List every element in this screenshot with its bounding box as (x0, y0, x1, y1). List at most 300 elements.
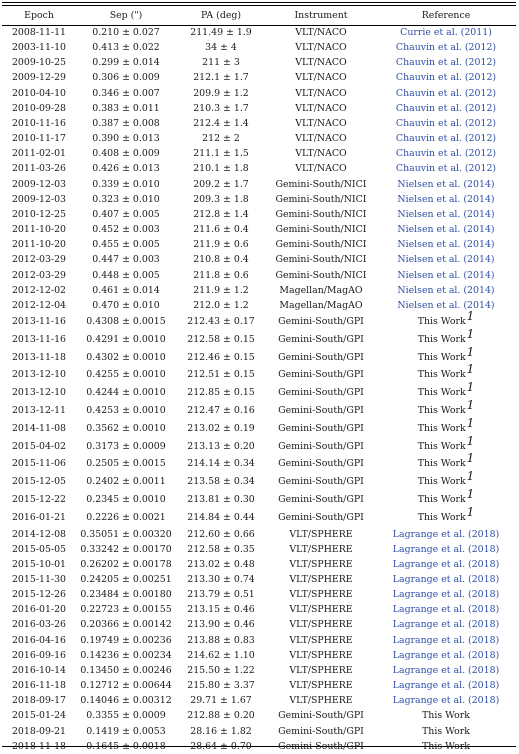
reference-link[interactable] (376, 40, 516, 55)
reference-label: Lagrange et al. (2018) (392, 528, 500, 540)
epoch-cell: 2014-11-08 (11, 422, 67, 434)
reference-link[interactable] (376, 252, 516, 267)
position-angle-cell: 211.9 ± 1.2 (193, 284, 249, 296)
epoch-cell: 2012-03-29 (11, 254, 67, 266)
position-angle-cell: 212.43 ± 0.17 (187, 315, 255, 327)
separation-cell: 0.2345 ± 0.0010 (86, 493, 166, 505)
reference-label: Nielsen et al. (2014) (397, 224, 495, 236)
separation-cell: 0.4291 ± 0.0010 (86, 333, 166, 345)
instrument-cell: Gemini-South/NICI (275, 254, 367, 266)
instrument-cell: Gemini-South/GPI (278, 725, 364, 737)
table-row (2, 455, 516, 473)
instrument-cell: VLT/SPHERE (289, 634, 353, 646)
instrument-cell: Magellan/MagAO (279, 299, 363, 311)
instrument-cell: Gemini-South/GPI (278, 493, 364, 505)
astrometry-table (2, 6, 516, 754)
position-angle-cell: 214.84 ± 0.44 (187, 511, 255, 523)
separation-cell: 0.22723 ± 0.00155 (80, 604, 172, 616)
epoch-cell: 2013-11-16 (11, 333, 67, 345)
reference-label: Lagrange et al. (2018) (392, 649, 500, 661)
reference-label: This Work (417, 351, 466, 363)
reference-label: This Work (422, 710, 470, 722)
reference-cell (376, 380, 516, 402)
reference-cell (376, 433, 516, 456)
reference-label: Nielsen et al. (2014) (397, 193, 495, 205)
position-angle-cell: 34 ± 4 (205, 42, 237, 54)
position-angle-cell: 213.58 ± 0.34 (187, 476, 255, 488)
reference-label: Nielsen et al. (2014) (397, 284, 495, 296)
separation-cell: 0.23484 ± 0.00180 (80, 589, 172, 601)
position-angle-cell: 212.88 ± 0.20 (187, 710, 255, 722)
reference-cell (376, 326, 516, 349)
table-row (2, 648, 516, 663)
reference-label: Lagrange et al. (2018) (392, 558, 500, 570)
table-row (2, 25, 516, 40)
position-angle-cell: 209.2 ± 1.7 (193, 178, 249, 190)
epoch-cell: 2010-04-10 (11, 87, 67, 99)
position-angle-cell: 211.6 ± 0.4 (193, 224, 249, 236)
epoch-cell: 2013-11-16 (11, 315, 67, 327)
reference-cell (376, 362, 516, 384)
position-angle-cell: 213.13 ± 0.20 (187, 440, 255, 452)
reference-label: Currie et al. (2011) (400, 27, 492, 38)
epoch-cell: 2009-12-29 (11, 72, 67, 84)
reference-label: Nielsen et al. (2014) (397, 178, 495, 190)
reference-label: Lagrange et al. (2018) (392, 574, 500, 585)
separation-cell: 0.4244 ± 0.0010 (86, 387, 166, 399)
instrument-cell: VLT/SPHERE (289, 574, 353, 585)
table-row (2, 384, 516, 402)
reference-label: Nielsen et al. (2014) (397, 269, 495, 281)
epoch-cell: 2009-12-03 (11, 193, 67, 205)
epoch-cell: 2015-04-02 (11, 440, 67, 452)
table-row (2, 331, 516, 349)
epoch-cell: 2014-12-08 (11, 528, 67, 540)
reference-label: Nielsen et al. (2014) (397, 239, 495, 251)
position-angle-cell: 209.3 ± 1.8 (193, 193, 249, 205)
position-angle-cell: 211.9 ± 0.6 (193, 239, 249, 251)
separation-cell: 0.2402 ± 0.0011 (86, 476, 166, 488)
position-angle-cell: 213.15 ± 0.46 (187, 604, 255, 616)
instrument-cell: Gemini-South/NICI (275, 178, 367, 190)
table-row (2, 55, 516, 70)
reference-label: Nielsen et al. (2014) (397, 254, 495, 266)
separation-cell: 0.323 ± 0.010 (92, 193, 160, 205)
table-row (2, 70, 516, 85)
separation-cell: 0.2505 ± 0.0015 (86, 458, 166, 470)
footnote-mark: 1 (466, 397, 475, 412)
epoch-cell: 2018-09-21 (11, 725, 67, 737)
epoch-cell: 2013-12-11 (11, 404, 67, 416)
table-row (2, 739, 516, 754)
reference-label: Chauvin et al. (2012) (395, 42, 497, 54)
reference-link[interactable] (376, 678, 516, 693)
reference-label: Chauvin et al. (2012) (395, 57, 497, 69)
top-double-rule-upper (2, 2, 516, 3)
table-row (2, 116, 516, 131)
separation-cell: 0.461 ± 0.014 (92, 284, 160, 296)
separation-cell: 0.26202 ± 0.00178 (80, 558, 172, 570)
position-angle-cell: 212.1 ± 1.7 (193, 72, 249, 84)
table-row (2, 509, 516, 527)
table-row (2, 237, 516, 252)
separation-cell: 0.390 ± 0.013 (92, 133, 160, 145)
instrument-cell: VLT/SPHERE (289, 589, 353, 601)
instrument-cell: Gemini-South/NICI (275, 239, 367, 251)
instrument-cell: Gemini-South/GPI (278, 387, 364, 399)
footnote-mark: 1 (466, 433, 475, 448)
table-row (2, 602, 516, 617)
separation-cell: 0.346 ± 0.007 (92, 87, 160, 99)
reference-label: Chauvin et al. (2012) (395, 148, 497, 160)
reference-cell (376, 469, 516, 491)
reference-link[interactable] (376, 101, 516, 116)
reference-label: Lagrange et al. (2018) (392, 604, 500, 616)
instrument-cell: VLT/SPHERE (289, 695, 353, 707)
epoch-cell: 2015-12-26 (11, 589, 67, 601)
header-epoch: Epoch (24, 10, 54, 21)
reference-link[interactable] (376, 207, 516, 222)
position-angle-cell: 211 ± 3 (202, 57, 240, 69)
footnote-mark: 1 (466, 326, 475, 341)
table-row (2, 101, 516, 116)
footnote-mark: 1 (466, 362, 475, 377)
reference-link[interactable] (376, 587, 516, 602)
reference-link[interactable] (376, 192, 516, 207)
table-row (2, 542, 516, 557)
instrument-cell: Magellan/MagAO (279, 284, 363, 296)
position-angle-cell: 213.90 ± 0.46 (187, 619, 255, 631)
position-angle-cell: 213.02 ± 0.48 (187, 558, 255, 570)
reference-link[interactable] (376, 146, 516, 161)
instrument-cell: VLT/SPHERE (289, 604, 353, 616)
separation-cell: 0.448 ± 0.005 (92, 269, 160, 281)
instrument-cell: Gemini-South/GPI (278, 422, 364, 434)
position-angle-cell: 210.3 ± 1.7 (193, 102, 249, 114)
instrument-cell: VLT/NACO (295, 27, 347, 38)
separation-cell: 0.387 ± 0.008 (92, 117, 160, 129)
reference-link[interactable] (376, 177, 516, 192)
table-row (2, 146, 516, 161)
epoch-cell: 2015-01-24 (11, 710, 67, 722)
position-angle-cell: 212.51 ± 0.15 (187, 369, 255, 381)
position-angle-cell: 213.30 ± 0.74 (187, 574, 255, 585)
table-row (2, 192, 516, 207)
reference-label: This Work (417, 458, 466, 470)
position-angle-cell: 213.79 ± 0.51 (187, 589, 255, 601)
reference-link[interactable] (376, 557, 516, 572)
epoch-cell: 2010-12-25 (11, 208, 67, 220)
reference-link[interactable] (376, 602, 516, 617)
table-row (2, 693, 516, 708)
epoch-cell: 2016-09-16 (11, 649, 67, 661)
epoch-cell: 2011-03-26 (11, 163, 67, 175)
reference-label: This Work (417, 404, 466, 416)
instrument-cell: Gemini-South/NICI (275, 269, 367, 281)
instrument-cell: VLT/NACO (295, 102, 347, 114)
separation-cell: 0.455 ± 0.005 (92, 239, 160, 251)
epoch-cell: 2013-11-18 (11, 351, 67, 363)
instrument-cell: VLT/SPHERE (289, 664, 353, 676)
reference-label: Lagrange et al. (2018) (392, 634, 500, 646)
table-row (2, 349, 516, 367)
separation-cell: 0.24205 ± 0.00251 (80, 574, 172, 585)
position-angle-cell: 214.14 ± 0.34 (187, 458, 255, 470)
table-row (2, 420, 516, 438)
table-row (2, 724, 516, 739)
separation-cell: 0.4302 ± 0.0010 (86, 351, 166, 363)
footnote-mark: 1 (466, 469, 475, 484)
epoch-cell: 2016-10-14 (11, 664, 67, 676)
footnote-mark: 1 (466, 415, 475, 430)
table-row (2, 366, 516, 384)
epoch-cell: 2016-11-18 (11, 680, 67, 692)
epoch-cell: 2009-12-03 (11, 178, 67, 190)
instrument-cell: Gemini-South/NICI (275, 224, 367, 236)
reference-label: Lagrange et al. (2018) (392, 619, 500, 631)
reference-link[interactable] (376, 70, 516, 85)
instrument-cell: Gemini-South/GPI (278, 333, 364, 345)
separation-cell: 0.13450 ± 0.00246 (80, 664, 172, 676)
table-row (2, 438, 516, 456)
separation-cell: 0.299 ± 0.014 (92, 57, 160, 69)
table-row (2, 131, 516, 146)
epoch-cell: 2013-12-10 (11, 369, 67, 381)
footnote-mark: 1 (466, 504, 475, 519)
separation-cell: 0.3173 ± 0.0009 (86, 440, 166, 452)
table-row (2, 633, 516, 648)
reference-link[interactable] (376, 693, 516, 708)
reference-link[interactable] (376, 55, 516, 70)
header-row (2, 6, 516, 25)
separation-cell: 0.4308 ± 0.0015 (86, 315, 166, 327)
epoch-cell: 2011-02-01 (11, 148, 67, 160)
position-angle-cell: 209.9 ± 1.2 (193, 87, 249, 99)
reference-label: This Work (417, 476, 466, 488)
epoch-cell: 2003-11-10 (11, 42, 67, 54)
reference-link[interactable] (376, 663, 516, 678)
reference-link[interactable] (376, 161, 516, 176)
epoch-cell: 2016-03-26 (11, 619, 67, 631)
reference-label: This Work (417, 333, 466, 345)
instrument-cell: Gemini-South/GPI (278, 476, 364, 488)
instrument-cell: Gemini-South/GPI (278, 511, 364, 523)
separation-cell: 0.35051 ± 0.00320 (80, 528, 172, 540)
table-row (2, 572, 516, 587)
reference-label: Chauvin et al. (2012) (395, 117, 497, 129)
position-angle-cell: 212.0 ± 1.2 (193, 299, 249, 311)
separation-cell: 0.408 ± 0.009 (92, 148, 160, 160)
reference-label: This Work (417, 387, 466, 399)
instrument-cell: VLT/SPHERE (289, 619, 353, 631)
reference-cell (376, 708, 516, 723)
epoch-cell: 2010-11-17 (11, 133, 67, 145)
instrument-cell: VLT/NACO (295, 57, 347, 69)
table-row (2, 283, 516, 298)
separation-cell: 0.1645 ± 0.0018 (86, 740, 166, 752)
instrument-cell: VLT/NACO (295, 163, 347, 175)
instrument-cell: Gemini-South/GPI (278, 458, 364, 470)
instrument-cell: Gemini-South/NICI (275, 193, 367, 205)
separation-cell: 0.20366 ± 0.00142 (80, 619, 172, 631)
epoch-cell: 2015-12-05 (11, 476, 67, 488)
reference-label: Nielsen et al. (2014) (397, 208, 495, 220)
epoch-cell: 2015-12-22 (11, 493, 67, 505)
instrument-cell: VLT/SPHERE (289, 558, 353, 570)
epoch-cell: 2010-09-28 (11, 102, 67, 114)
separation-cell: 0.210 ± 0.027 (92, 27, 160, 38)
separation-cell: 0.3562 ± 0.0010 (86, 422, 166, 434)
table-row (2, 40, 516, 55)
position-angle-cell: 210.1 ± 1.8 (193, 163, 249, 175)
position-angle-cell: 28.16 ± 1.82 (190, 725, 252, 737)
reference-cell (376, 397, 516, 420)
epoch-cell: 2016-01-21 (11, 511, 67, 523)
instrument-cell: VLT/SPHERE (289, 528, 353, 540)
position-angle-cell: 215.50 ± 1.22 (187, 664, 255, 676)
instrument-cell: VLT/NACO (295, 87, 347, 99)
reference-link[interactable] (376, 237, 516, 252)
reference-link[interactable] (376, 283, 516, 298)
instrument-cell: VLT/SPHERE (289, 649, 353, 661)
reference-link[interactable] (376, 116, 516, 131)
table-row (2, 587, 516, 602)
reference-label: This Work (422, 740, 470, 752)
epoch-cell: 2018-11-18 (11, 740, 67, 752)
separation-cell: 0.1419 ± 0.0053 (86, 725, 166, 737)
reference-link[interactable] (376, 131, 516, 146)
epoch-cell: 2012-12-02 (11, 284, 67, 296)
epoch-cell: 2015-11-06 (11, 458, 67, 470)
table-row (2, 708, 516, 723)
reference-cell (376, 308, 516, 331)
epoch-cell: 2015-05-05 (11, 543, 67, 555)
instrument-cell: VLT/SPHERE (289, 543, 353, 555)
footnote-mark: 1 (466, 451, 475, 466)
separation-cell: 0.12712 ± 0.00644 (80, 680, 172, 692)
table-row (2, 86, 516, 101)
separation-cell: 0.426 ± 0.013 (92, 163, 160, 175)
epoch-cell: 2011-10-20 (11, 239, 67, 251)
table-row (2, 617, 516, 632)
separation-cell: 0.452 ± 0.003 (92, 224, 160, 236)
instrument-cell: Gemini-South/GPI (278, 315, 364, 327)
reference-link[interactable] (376, 298, 516, 313)
epoch-cell: 2015-11-30 (11, 574, 67, 585)
reference-label: Lagrange et al. (2018) (392, 543, 500, 555)
reference-link[interactable] (376, 648, 516, 663)
reference-label: Lagrange et al. (2018) (392, 680, 500, 692)
position-angle-cell: 212.8 ± 1.4 (193, 208, 249, 220)
position-angle-cell: 215.80 ± 3.37 (187, 680, 255, 692)
reference-link[interactable] (376, 222, 516, 237)
table-row (2, 557, 516, 572)
reference-link[interactable] (376, 25, 516, 40)
instrument-cell: VLT/NACO (295, 148, 347, 160)
position-angle-cell: 212.85 ± 0.15 (187, 387, 255, 399)
footnote-mark: 1 (466, 380, 475, 395)
table-header (2, 6, 516, 25)
table-row (2, 678, 516, 693)
separation-cell: 0.4255 ± 0.0010 (86, 369, 166, 381)
instrument-cell: Gemini-South/GPI (278, 440, 364, 452)
separation-cell: 0.2226 ± 0.0021 (86, 511, 166, 523)
position-angle-cell: 212.47 ± 0.16 (187, 404, 255, 416)
reference-cell (376, 415, 516, 438)
table-row (2, 268, 516, 283)
epoch-cell: 2009-10-25 (11, 57, 67, 69)
reference-link[interactable] (376, 527, 516, 542)
epoch-cell: 2016-01-20 (11, 604, 67, 616)
reference-label: This Work (417, 422, 466, 434)
epoch-cell: 2010-11-16 (11, 117, 67, 129)
footnote-mark: 1 (466, 486, 475, 501)
position-angle-cell: 210.8 ± 0.4 (193, 254, 249, 266)
separation-cell: 0.19749 ± 0.00236 (80, 634, 172, 646)
reference-link[interactable] (376, 617, 516, 632)
reference-link[interactable] (376, 633, 516, 648)
position-angle-cell: 212.58 ± 0.35 (187, 543, 255, 555)
header-position-angle: PA (deg) (200, 10, 242, 21)
reference-cell (376, 724, 516, 739)
position-angle-cell: 213.81 ± 0.30 (187, 493, 255, 505)
separation-cell: 0.413 ± 0.022 (92, 42, 160, 54)
table-row (2, 252, 516, 267)
reference-label: This Work (417, 511, 466, 523)
instrument-cell: VLT/NACO (295, 72, 347, 84)
reference-label: Lagrange et al. (2018) (392, 589, 500, 601)
reference-label: Chauvin et al. (2012) (395, 163, 497, 175)
separation-cell: 0.470 ± 0.010 (92, 299, 160, 311)
table-row (2, 473, 516, 491)
table-row (2, 298, 516, 313)
reference-link[interactable] (376, 572, 516, 587)
position-angle-cell: 213.02 ± 0.19 (187, 422, 255, 434)
reference-link[interactable] (376, 86, 516, 101)
separation-cell: 0.33242 ± 0.00170 (80, 543, 172, 555)
instrument-cell: Gemini-South/GPI (278, 740, 364, 752)
position-angle-cell: 212.60 ± 0.66 (187, 528, 255, 540)
reference-label: Lagrange et al. (2018) (392, 664, 500, 676)
reference-label: Chauvin et al. (2012) (395, 87, 497, 99)
instrument-cell: Gemini-South/GPI (278, 369, 364, 381)
instrument-cell: Gemini-South/GPI (278, 351, 364, 363)
reference-label: Nielsen et al. (2014) (397, 299, 495, 311)
separation-cell: 0.4253 ± 0.0010 (86, 404, 166, 416)
separation-cell: 0.14236 ± 0.00234 (80, 649, 172, 661)
separation-cell: 0.383 ± 0.011 (92, 102, 160, 114)
position-angle-cell: 212 ± 2 (202, 133, 240, 145)
reference-link[interactable] (376, 542, 516, 557)
epoch-cell: 2013-12-10 (11, 387, 67, 399)
reference-label: Chauvin et al. (2012) (395, 133, 497, 145)
position-angle-cell: 28.64 ± 0.70 (190, 740, 252, 752)
separation-cell: 0.447 ± 0.003 (92, 254, 160, 266)
position-angle-cell: 211.49 ± 1.9 (190, 27, 252, 38)
reference-link[interactable] (376, 268, 516, 283)
table-row (2, 313, 516, 331)
instrument-cell: VLT/NACO (295, 133, 347, 145)
reference-cell (376, 451, 516, 473)
separation-cell: 0.339 ± 0.010 (92, 178, 160, 190)
epoch-cell: 2008-11-11 (11, 27, 67, 38)
footnote-mark: 1 (466, 308, 475, 323)
epoch-cell: 2012-03-29 (11, 269, 67, 281)
reference-cell (376, 344, 516, 367)
table-body (2, 25, 516, 754)
epoch-cell: 2012-12-04 (11, 299, 67, 311)
instrument-cell: VLT/SPHERE (289, 680, 353, 692)
